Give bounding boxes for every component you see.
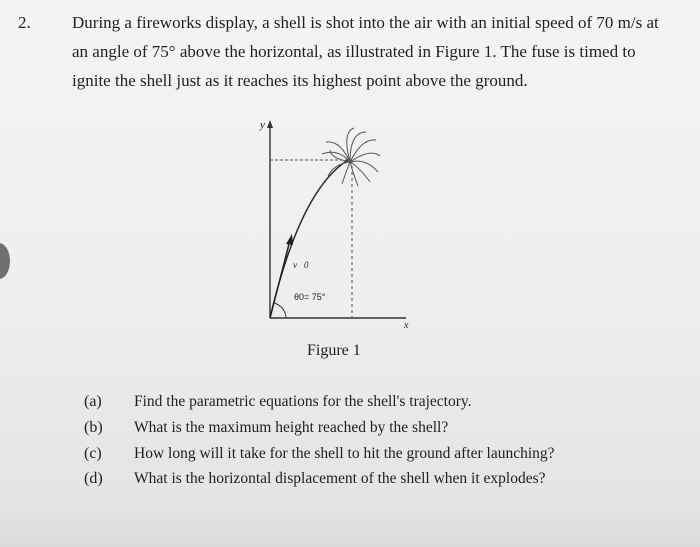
page-bottom-band [0, 500, 700, 547]
velocity-label: v⃗0 [293, 260, 309, 270]
question-stem-line-1: During a fireworks display, a shell is shot into the air with an initial speed of 70 m/s at [72, 13, 659, 32]
part-d-text: What is the horizontal displacement of the shell when it explodes? [134, 470, 546, 487]
part-c-text: How long will it take for the shell to hit the ground after launching? [134, 445, 555, 462]
part-a-text: Find the parametric equations for the shell's trajectory. [134, 393, 472, 410]
angle-arc [274, 303, 286, 318]
edge-shadow [0, 243, 10, 279]
question-number: 2. [18, 13, 31, 32]
question-stem-line-3: ignite the shell just as it reaches its highest point above the ground. [72, 71, 528, 90]
part-a-label: (a) [84, 393, 102, 410]
part-d-label: (d) [84, 470, 103, 487]
firework-burst-icon [322, 128, 380, 186]
x-axis-label: x [404, 320, 409, 331]
angle-label: θ0= 75° [294, 292, 326, 302]
figure-caption: Figure 1 [307, 342, 361, 359]
y-axis-arrow [267, 120, 273, 128]
y-axis-label: y [260, 119, 265, 131]
trajectory-figure [230, 110, 450, 340]
question-stem-line-2: an angle of 75° above the horizontal, as illustrated in Figure 1. The fuse is timed to [72, 42, 636, 61]
part-b-text: What is the maximum height reached by the shell? [134, 419, 449, 436]
part-c-label: (c) [84, 445, 102, 462]
part-b-label: (b) [84, 419, 103, 436]
velocity-arrow [286, 234, 293, 245]
